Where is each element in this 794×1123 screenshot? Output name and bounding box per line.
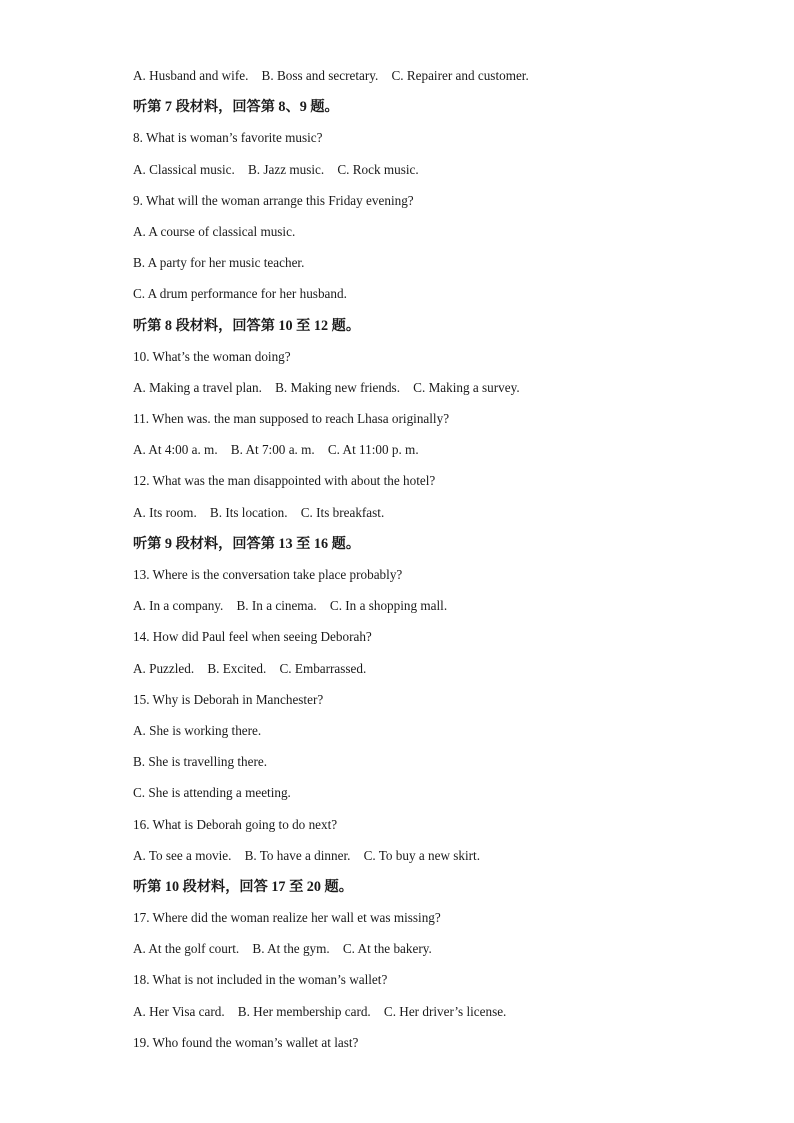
options-line: A. At 4:00 a. m. B. At 7:00 a. m. C. At 11:00 p. m. xyxy=(133,442,419,458)
options-line: A. Making a travel plan. B. Making new friends. C. Making a survey. xyxy=(133,379,520,395)
option-line: C. A drum performance for her husband. xyxy=(133,286,347,302)
question-line: 9. What will the woman arrange this Friday evening? xyxy=(133,192,414,208)
question-line: 15. Why is Deborah in Manchester? xyxy=(133,691,324,707)
options-line: A. In a company. B. In a cinema. C. In a shopping mall. xyxy=(133,598,448,614)
option-line: B. She is travelling there. xyxy=(133,754,268,770)
option-line: A. She is working there. xyxy=(133,722,262,738)
question-line: 11. When was. the man supposed to reach Lhasa originally? xyxy=(133,411,450,427)
section-heading: 听第 7 段材料，回答第 8、9 题。 xyxy=(133,99,339,116)
question-line: 18. What is not included in the woman’s wallet? xyxy=(133,972,388,988)
options-line: A. At the golf court. B. At the gym. C. At the bakery. xyxy=(133,941,432,957)
section-heading: 听第 8 段材料，回答第 10 至 12 题。 xyxy=(133,317,361,334)
options-line: A. Its room. B. Its location. C. Its breakfast. xyxy=(133,504,385,520)
section-heading: 听第 9 段材料，回答第 13 至 16 题。 xyxy=(133,535,361,552)
options-line: A. Puzzled. B. Excited. C. Embarrassed. xyxy=(133,660,367,676)
question-line: 16. What is Deborah going to do next? xyxy=(133,816,338,832)
question-line: 19. Who found the woman’s wallet at last? xyxy=(133,1034,359,1050)
section-heading: 听第 10 段材料，回答 17 至 20 题。 xyxy=(133,878,353,895)
question-line: 10. What’s the woman doing? xyxy=(133,348,291,364)
options-line: A. To see a movie. B. To have a dinner. C. To buy a new skirt. xyxy=(133,847,481,863)
question-line: 17. Where did the woman realize her wall et was missing? xyxy=(133,910,441,926)
question-line: 14. How did Paul feel when seeing Deborah? xyxy=(133,629,372,645)
document-page xyxy=(133,65,733,1063)
question-line: 8. What is woman’s favorite music? xyxy=(133,130,323,146)
option-line: A. A course of classical music. xyxy=(133,223,296,239)
question-line: 12. What was the man disappointed with about the hotel? xyxy=(133,473,436,489)
option-line: B. A party for her music teacher. xyxy=(133,255,305,271)
options-line: A. Her Visa card. B. Her membership card. C. Her driver’s license. xyxy=(133,1003,507,1019)
option-line: C. She is attending a meeting. xyxy=(133,785,291,801)
question-line: 13. Where is the conversation take place probably? xyxy=(133,567,403,582)
options-line: A. Classical music. B. Jazz music. C. Rock music. xyxy=(133,161,419,177)
options-line: A. Husband and wife. B. Boss and secretary. C. Repairer and customer. xyxy=(133,68,529,83)
